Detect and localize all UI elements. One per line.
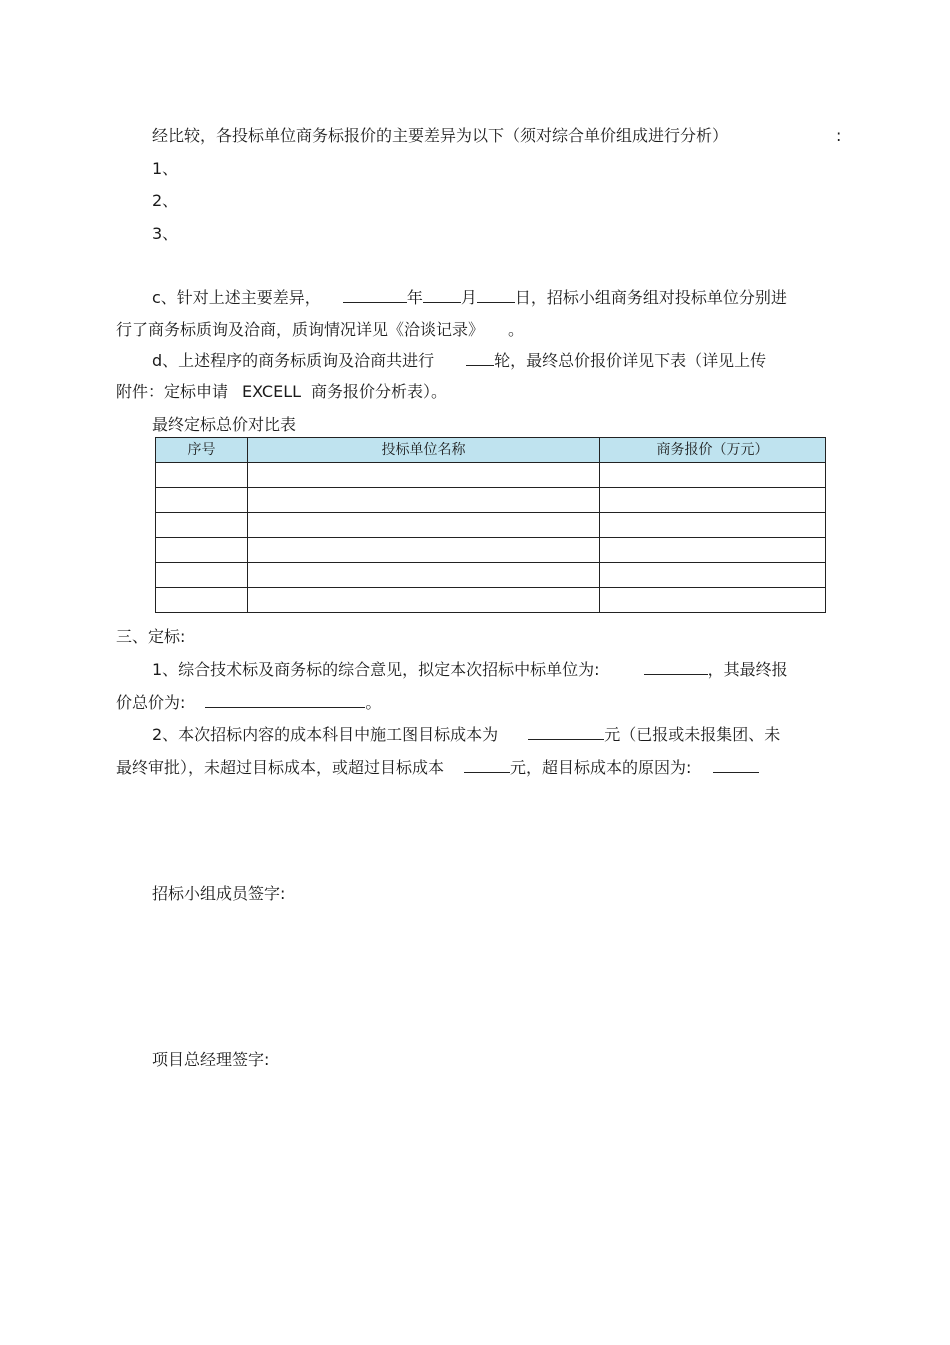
excess-reason-blank[interactable] (713, 757, 759, 773)
table-cell[interactable] (248, 463, 600, 488)
header-bidder-name: 投标单位名称 (248, 438, 600, 463)
table-cell[interactable] (156, 588, 248, 613)
section-c-line2 (116, 320, 524, 340)
rounds-blank[interactable] (466, 350, 494, 366)
analysis-item-2: 2、 (152, 191, 179, 210)
section-c-line1 (152, 287, 787, 308)
team-signature-label: 招标小组成员签字: (152, 884, 286, 903)
target-cost-blank[interactable] (528, 724, 604, 740)
total-price-blank[interactable] (205, 692, 365, 708)
section-d-line2-a: 附件：定标申请 (116, 382, 229, 401)
table-row (156, 538, 826, 563)
table-cell[interactable] (156, 463, 248, 488)
decision-p2-line1 (152, 724, 780, 745)
section-d-line2-b: EXCELL (242, 382, 302, 401)
section-d-prefix: d、上述程序的商务标质询及洽商共进行 (152, 351, 435, 370)
decision-p1-line1 (152, 659, 788, 680)
manager-signature-label: 项目总经理签字: (152, 1050, 270, 1069)
year-blank[interactable] (343, 287, 407, 303)
decision-p2-c: 最终审批），未超过目标成本，或超过目标成本 (116, 758, 445, 777)
decision-p1-c: 价总价为: (116, 693, 186, 712)
table-cell[interactable] (156, 488, 248, 513)
table-header-row (156, 438, 826, 463)
analysis-intro: 经比较，各投标单位商务标报价的主要差异为以下（须对综合单价组成进行分析） (152, 126, 729, 145)
analysis-intro-colon: : (836, 126, 842, 145)
table-cell[interactable] (156, 513, 248, 538)
table-cell[interactable] (600, 538, 826, 563)
table-cell[interactable] (248, 513, 600, 538)
table-caption: 最终定标总价对比表 (152, 415, 297, 434)
table-cell[interactable] (156, 563, 248, 588)
section-d-line2 (116, 382, 447, 402)
section-d-suffix: 轮，最终总价报价详见下表（详见上传 (494, 351, 767, 370)
table-row (156, 513, 826, 538)
table-cell[interactable] (600, 588, 826, 613)
excess-amount-blank[interactable] (464, 757, 510, 773)
table-cell[interactable] (600, 488, 826, 513)
section-d-line2-c: 商务报价分析表）。 (311, 382, 448, 401)
section-c-line2-text: 行了商务标质询及洽商，质询情况详见《洽谈记录》 (116, 320, 485, 339)
table-row (156, 563, 826, 588)
table-cell[interactable] (600, 463, 826, 488)
decision-p2-b: 元（已报或未报集团、未 (604, 725, 781, 744)
table-cell[interactable] (156, 538, 248, 563)
winner-blank[interactable] (644, 659, 708, 675)
table-cell[interactable] (248, 563, 600, 588)
table-cell[interactable] (248, 538, 600, 563)
month-blank[interactable] (423, 287, 461, 303)
year-label: 年 (406, 288, 423, 307)
decision-p1-d: 。 (365, 693, 382, 712)
decision-heading: 三、定标: (116, 627, 186, 646)
header-index: 序号 (156, 438, 248, 463)
table-cell[interactable] (248, 588, 600, 613)
table-cell[interactable] (600, 513, 826, 538)
table-row (156, 463, 826, 488)
decision-p2-d: 元，超目标成本的原因为: (510, 758, 692, 777)
table-cell[interactable] (600, 563, 826, 588)
month-label: 月 (460, 288, 477, 307)
analysis-item-3: 3、 (152, 224, 179, 243)
decision-p1-a: 1、综合技术标及商务标的综合意见，拟定本次招标中标单位为: (152, 660, 600, 679)
table-row (156, 488, 826, 513)
comparison-table (155, 437, 826, 613)
section-c-line2-end: 。 (508, 320, 525, 339)
table-row (156, 588, 826, 613)
day-blank[interactable] (477, 287, 515, 303)
decision-p2-a: 2、本次招标内容的成本科目中施工图目标成本为 (152, 725, 499, 744)
table-cell[interactable] (248, 488, 600, 513)
analysis-item-1: 1、 (152, 159, 179, 178)
header-quote: 商务报价（万元） (600, 438, 826, 463)
section-c-prefix: c、针对上述主要差异， (152, 288, 321, 307)
decision-p1-line2 (116, 692, 381, 713)
decision-p1-b: ，其最终报 (707, 660, 788, 679)
day-label: 日，招标小组商务组对投标单位分别进 (514, 288, 787, 307)
section-d-line1 (152, 350, 766, 371)
decision-p2-line2 (116, 757, 759, 778)
